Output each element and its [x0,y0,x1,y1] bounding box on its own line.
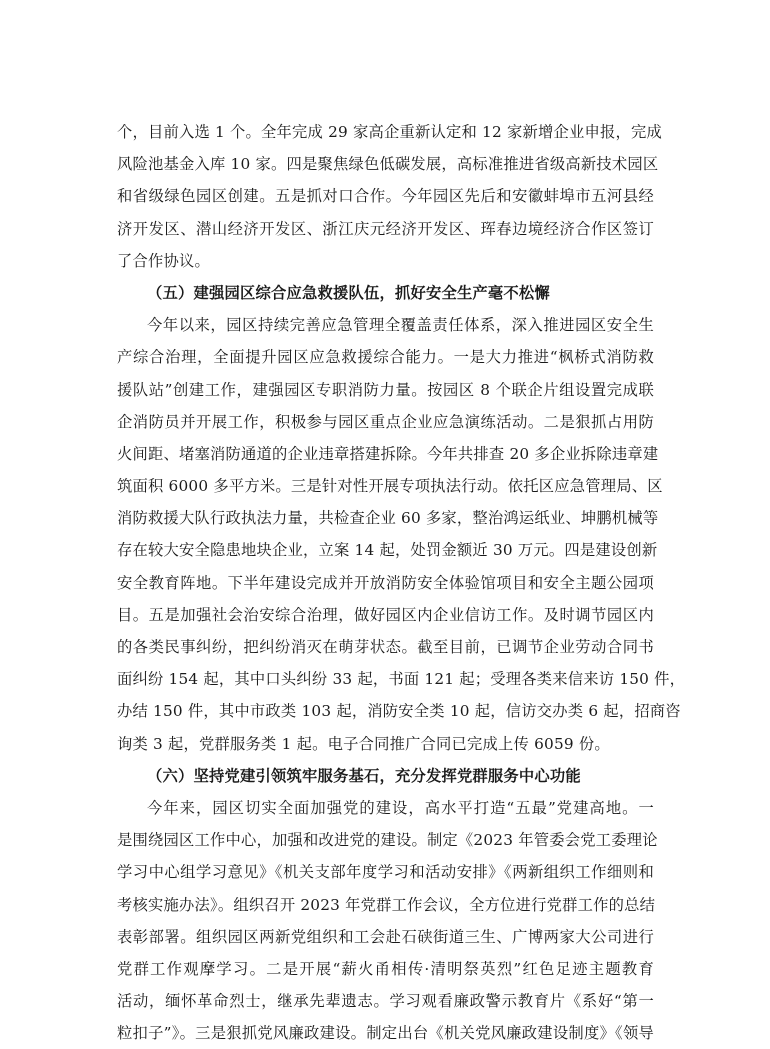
section-heading-six: （六）坚持党建引领筑牢服务基石，充分发挥党群服务中心功能 [147,766,581,785]
text-line: 产综合治理，全面提升园区应急救援综合能力。一是大力推进“枫桥式消防救 [117,348,654,367]
text-line: 的各类民事纠纷，把纠纷消灭在萌芽状态。截至目前，已调节企业劳动合同书 [117,638,654,656]
text-line: 询类 3 起，党群服务类 1 起。电子合同推广合同已完成上传 6059 份。 [117,734,610,753]
text-line: 表彰部署。组织园区两新党组织和工会赴石硖街道三生、广博两家大公司进行 [117,927,654,946]
text-line: 今年来，园区切实全面加强党的建设，高水平打造“五最”党建高地。一 [147,798,654,817]
text-line: 个，目前入选 1 个。全年完成 29 家高企重新认定和 12 家新增企业申报，完成 [117,123,662,141]
text-line: 粒扣子”》。三是狠抓党风廉政建设。制定出台《机关党风廉政建设制度》《领导 [117,1024,654,1043]
text-line: 党群工作观摩学习。二是开展“薪火甬相传·清明祭英烈”红色足迹主题教育 [117,959,654,978]
text-line: 火间距、堵塞消防通道的企业违章搭建拆除。今年共排查 20 多企业拆除违章建 [117,444,659,463]
text-line: 是围绕园区工作中心，加强和改进党的建设。制定《2023 年管委会党工委理论 [117,831,658,850]
text-line: 企消防员并开展工作，积极参与园区重点企业应急演练活动。二是狠抓占用防 [117,412,654,431]
text-line: 存在较大安全隐患地块企业，立案 14 起，处罚金额近 30 万元。四是建设创新 [117,541,658,560]
text-line: 了合作协议。 [117,251,210,270]
text-line: 筑面积 6000 多平方米。三是针对性开展专项执法行动。依托区应急管理局、区 [117,477,663,496]
text-line: 考核实施办法》。组织召开 2023 年党群工作会议，全方位进行党群工作的总结 [117,895,656,914]
text-line: 消防救援大队行政执法力量，共检查企业 60 多家，整治鸿运纸业、坤鹏机械等 [117,509,659,528]
paragraph-emergency-rescue [117,309,686,760]
section-heading-five: （五）建强园区综合应急救援队伍，抓好安全生产毫不松懈 [147,283,550,302]
paragraph-party-building [117,792,658,1049]
text-line: 学习中心组学习意见》《机关支部年度学习和活动安排》《两新组织工作细则和 [117,863,654,882]
text-line: 办结 150 件，其中市政类 103 起，消防安全类 10 起，信访交办类 6 起，招商咨 [117,702,681,721]
text-line: 济开发区、潜山经济开发区、浙江庆元经济开发区、珲春边境经济合作区签订 [117,219,654,238]
text-line: 目。五是加强社会治安综合治理，做好园区内企业信访工作。及时调节园区内 [117,605,654,624]
text-line: 风险池基金入库 10 家。四是聚焦绿色低碳发展，高标准推进省级高新技术园区 [117,155,659,174]
paragraph-enterprise-cultivation [117,116,662,277]
text-line: 面纠纷 154 起，其中口头纠纷 33 起，书面 121 起；受理各类来信来访 150 件， [117,670,686,689]
text-line: 援队站”创建工作，建强园区专职消防力量。按园区 8 个联企片组设置完成联 [117,380,654,399]
text-line: 今年以来，园区持续完善应急管理全覆盖责任体系，深入推进园区安全生 [147,316,654,335]
text-line: 活动，缅怀革命烈士，继承先辈遗志。学习观看廉政警示教育片《系好“第一 [117,992,654,1011]
text-line: 安全教育阵地。下半年建设完成并开放消防安全体验馆项目和安全主题公园项 [117,573,654,592]
text-line: 和省级绿色园区创建。五是抓对口合作。今年园区先后和安徽蚌埠市五河县经 [117,187,654,206]
